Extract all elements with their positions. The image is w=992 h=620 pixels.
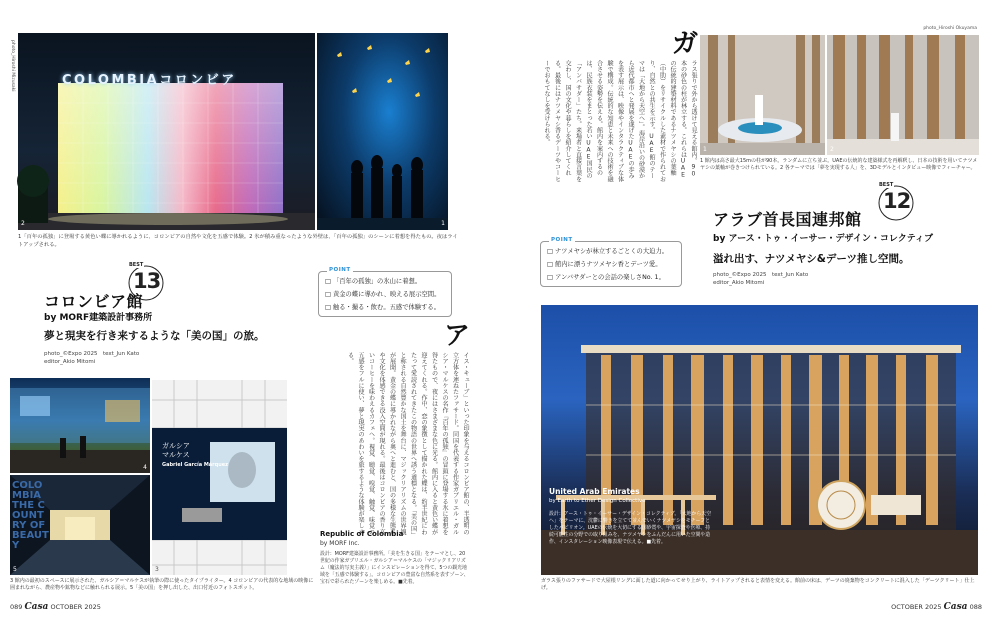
photo-uae-tall-columns bbox=[827, 26, 979, 155]
footer-month-left: OCTOBER 2025 bbox=[50, 603, 101, 611]
caption-top-left: 1「百年の孤独」に登場する黄色い蝶に導かれるように、コロンビアの自然や文化を五感で体験。2 氷が積み重なったような外壁は、「百年の孤独」のシーンに着想を得たもの。夜はライトアップされる。 bbox=[18, 234, 458, 248]
uae-tall-illustration bbox=[827, 35, 979, 155]
caption-top-right: 1 館内は高さ最大15mの柱が90本。ランダムに立ち並ぶ。UAEの伝統的な建築様式を再解釈し、日本の技術を用いてナツメヤシの葉軸が巻きつけられている。2 各テーマでは「夢を実現する人」を、3Dモデルとインタビュー映像でフィーチャー。 bbox=[700, 158, 978, 171]
uae-point-item-3: □ アンバサダーとの会話の楽しさNo. 1。 bbox=[547, 274, 665, 281]
uae-photo-by: by Earth to Ether Design Collective bbox=[549, 498, 646, 504]
best-number: 13 bbox=[133, 269, 161, 293]
photo-colombia-tunnel bbox=[10, 475, 150, 575]
uae-photo-title: United Arab Emirates bbox=[549, 487, 640, 496]
colombia-body bbox=[320, 322, 470, 534]
photo-colombia-room bbox=[10, 378, 150, 473]
uae-body-text: ラス張りで外から透けて見える館内。90本の砂色の柱が林立する。これらはUAEの伝統的建築材料であるナツメヤシの葉軸（中肋）をリサイクルした素材で作られており、自然との共生を示す。UAE館のテーマは「大地から天空へ」。海岸沿いの砂漠から近代都市へと発展を遂げたUAEの歩みを表す展示は、映像やインタラクティブな体験で構成。伝統的な知恵と未来への技術を融合させる姿勢を伝える。館内を案内するのは、民族衣装をまとった若いUAE国民の「アンバサダー」たち。来場者と直接言葉を交わし、国の文化や暮らしを紹介してくれる。最後にはナツメヤシ香るデーツやコーヒーでおもてなしを受けられる。 bbox=[543, 60, 697, 182]
exhibit-label-en: Gabriel García Márquez bbox=[162, 462, 229, 468]
exhibit-grid bbox=[152, 380, 287, 575]
photo-typewriter-exhibit bbox=[152, 380, 287, 575]
photo-number-2-right: 2 bbox=[830, 146, 834, 153]
best-number-12: 12 bbox=[883, 189, 911, 213]
room-illustration bbox=[10, 378, 150, 473]
best-badge-12 bbox=[876, 182, 916, 222]
photo-colombia-exterior bbox=[18, 33, 315, 230]
photo-credit-left: photo_Hiroshi Mizusaki bbox=[10, 40, 15, 92]
colombia-design-note: 設計：MORF建築設計事務所。「美を生きる国」をテーマとし、20世紀の作家ガブリエル・ガルシア＝マルケスの「マジックリアリズム（魔法的写実主義）」にインスピレーションを得て、5つの観光地域を「五感で体験する」。コロンビアの豊富な自然系を表すゾーン、宝石で彩られたゾーンを楽しめる。■先着。 bbox=[320, 551, 469, 585]
colombia-facade-illustration bbox=[18, 33, 315, 230]
exhibit-label-jp: ガルシア マルケス bbox=[162, 442, 190, 459]
tunnel-letters: COLOMBIA THE COUNTRY OF BEAUTY bbox=[12, 480, 49, 551]
uae-title: アラブ首長国連邦館 bbox=[713, 210, 862, 229]
uae-credit-1: photo_©Expo 2025 text_Jun Kato bbox=[713, 272, 809, 278]
republic-by: by MORF Inc. bbox=[320, 540, 360, 547]
footer-left bbox=[10, 602, 101, 612]
photo-number-3: 3 bbox=[155, 566, 159, 573]
uae-design-note: 設計：アース・トゥ・イーサー・デザイン・コレクティブ。「大地から天空へ」をテーマに、沈鬱に響きを立てて並んでいくナツメヤシをモチーフとしたパビリオン。UAEの伝統を大切にする国砂賞や、宇宙探査や医療、持続可能性の分野での取り組みを、ナツメヤシをふんだんに用いた空間や造作、インスタレーション映像表現で伝える。■先着。 bbox=[549, 511, 712, 545]
point-item-3: □ 触る・撮る・飲む。五感で体験する。 bbox=[325, 304, 440, 311]
uae-point-item-1: □ ナツメヤシが林立するごとくの大迫力。 bbox=[547, 248, 669, 255]
colombia-architect: by MORF建築設計事務所 bbox=[44, 313, 153, 323]
colombia-dropcap: ア bbox=[443, 321, 470, 351]
republic-title: Republic of Colombia bbox=[320, 530, 404, 538]
page-number-left: 089 bbox=[10, 603, 23, 611]
page-number-right: 088 bbox=[969, 603, 982, 611]
footer-month-right: OCTOBER 2025 bbox=[891, 603, 942, 611]
colombia-credit-1: photo_©Expo 2025 text_Jun Kato bbox=[44, 351, 140, 357]
uae-point-item-2: □ 館内に漂うナツメヤシ香とデーツ愛。 bbox=[547, 261, 662, 268]
uae-body bbox=[518, 30, 698, 180]
colombia-body-text: イス・キューブ」といった印象を与えるコロンビア館の、半透明の立方体を連ねたファサード。同国を代表する作家ガブリエル・ガルシア・マルケスの名作『百年の孤独』の冒頭に登場する氷に着想を得たもので、夜にはさまざまな色に光る。館内に入ると黄色い蝶が迎えてくれる。作中、恋の象徴として描かれた蝶は、約半世紀にわたって愛読されてきたこの物語の世界へ誘う道標となる。「美の国」と称される自然豊かな国土を舞台に、マジックリアリズムの世界観が展開。黄金の蝶に導かれながら奥へと進むと、国の多様な生態系や文化を体感できる没入空間が現れる。最後はコロンビアの香り高いコーヒーを味わえるカフェへ。視覚、聴覚、嗅覚、触覚、味覚の五感をフルに使い、夢と現実のあわいを旅するような体験が楽しめる。 bbox=[346, 352, 469, 536]
uae-architect: by アース・トゥ・イーサー・デザイン・コレクティブ bbox=[713, 234, 933, 244]
photo-number-4: 4 bbox=[143, 464, 147, 471]
point-box-right bbox=[540, 237, 682, 287]
casa-logo-left: Casa bbox=[24, 602, 49, 612]
colombia-sign-text: COLOMBIAコロンビア bbox=[62, 73, 237, 88]
best-label: BEST bbox=[129, 262, 144, 268]
uae-dropcap: ガ bbox=[671, 29, 698, 59]
photo-number-2: 2 bbox=[21, 220, 25, 227]
photo-number-5: 5 bbox=[13, 566, 17, 573]
best-label-12: BEST bbox=[879, 182, 894, 188]
uae-catch: 溢れ出す、ナツメヤシ&デーツ推し空間。 bbox=[713, 253, 910, 265]
photo-number-1-right: 1 bbox=[703, 146, 707, 153]
caption-bottom-right: ガラス張りのファサードで大屋根リングに面した道に向かってせり上がり、ライトアップされると表情を変える。館前の床は、デーツの廃棄物をコンクリートに混入した「デーツクリート」仕上げ。 bbox=[541, 578, 975, 591]
colombia-catch: 夢と現実を行き来するような「美の国」の旅。 bbox=[44, 330, 265, 342]
point-item-2: □ 黄金の蝶に導かれ、映える展示空間。 bbox=[325, 291, 441, 298]
point-item-1: □ 「百年の孤独」の氷山に着想。 bbox=[325, 278, 422, 285]
photo-uae-columns bbox=[700, 35, 825, 155]
footer-right bbox=[891, 602, 982, 612]
photo-colombia-interior bbox=[317, 33, 448, 230]
photo-credit-right: photo_Hiroshi Okuyama bbox=[923, 26, 977, 31]
point-label-right: POINT bbox=[551, 237, 573, 243]
colombia-credit-2: editor_Akio Mitomi bbox=[44, 359, 96, 365]
point-label: POINT bbox=[329, 267, 351, 273]
caption-bottom-left: 3 館内の最初のスペースに展示された、ガルシア＝マルケスが執筆の際に使ったタイプライター。4 コロンビアの代表的な地域の映像に囲まれながら、農産物や鉱物などに触れられる展示。5「美の国」を押し出した、出口付近のフォトスポット。 bbox=[10, 578, 314, 591]
uae-credit-2: editor_Akio Mitomi bbox=[713, 280, 765, 286]
photo-uae-pavilion-night bbox=[541, 305, 978, 575]
casa-logo-right: Casa bbox=[943, 602, 968, 612]
interior-illustration bbox=[317, 33, 448, 230]
point-box-left bbox=[318, 267, 452, 317]
photo-number-1-left: 1 bbox=[441, 220, 445, 227]
colombia-title: コロンビア館 bbox=[44, 292, 144, 311]
uae-columns-illustration bbox=[700, 35, 825, 155]
